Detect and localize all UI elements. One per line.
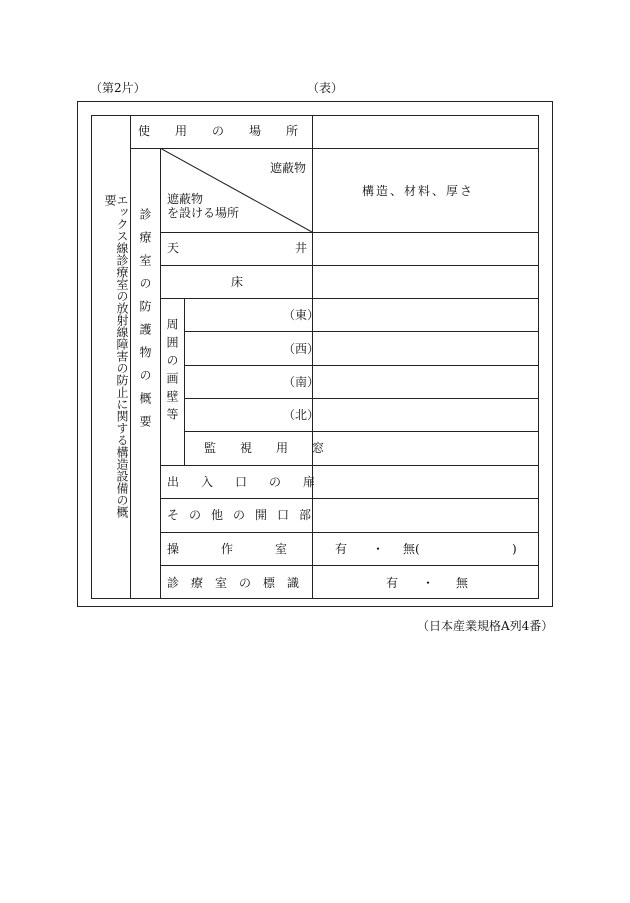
west-wall-label: （西） [283,342,320,356]
place-of-use-field[interactable] [313,116,538,148]
shield-location-label-1: 遮蔽物 [167,192,204,206]
south-wall-label: （南） [283,375,320,389]
grid-line [160,532,539,533]
room-sign-separator: ・ [422,576,435,590]
room-sign-yes[interactable]: 有 [386,576,399,590]
floor-label: 床 [231,275,244,289]
entrance-door-label: 出入口の扉 [167,475,338,489]
control-room-separator: ・ [372,542,385,556]
entrance-door-field[interactable] [313,466,538,498]
north-wall-label: （北） [283,408,320,422]
other-openings-field[interactable] [313,499,538,531]
south-wall-field[interactable] [313,366,538,398]
ceiling-label-left: 天 [167,241,180,255]
east-wall-label: （東） [283,308,320,322]
west-wall-field[interactable] [313,332,538,364]
floor-field[interactable] [313,266,538,298]
room-sign-no[interactable]: 無 [456,576,469,590]
ceiling-label-right: 井 [295,241,308,255]
north-wall-field[interactable] [313,399,538,431]
ceiling-field[interactable] [313,233,538,265]
perimeter-heading: 周囲の画壁等 [165,318,179,426]
monitor-window-field[interactable] [313,432,538,464]
grid-line [184,298,185,465]
structure-header: 構造、材料、厚さ [362,184,475,198]
monitor-window-label: 監視用窓 [204,441,349,455]
place-of-use-label: 使用の場所 [138,124,324,138]
front-side-label: （表） [307,81,344,95]
shield-label: 遮蔽物 [270,161,307,175]
other-openings-label: その他の開口部 [167,508,322,522]
control-room-no[interactable]: 無( [403,542,420,556]
room-sign-label: 診療室の標識 [167,576,312,590]
control-room-yes[interactable]: 有 [335,542,348,556]
grid-line [130,115,131,599]
paper-size-note: （日本産業規格A列4番） [417,619,554,633]
sheet-number: （第2片） [90,81,146,95]
form-main-title: エックス線診療室の放射線障害の防止に関する構造設備の概要 [103,194,129,518]
control-room-label: 操作室 [167,542,330,556]
control-room-paren-close: ) [512,542,517,556]
room-protection-heading: 診療室の防護物の概要 [138,208,152,438]
shield-location-label-2: を設ける場所 [167,206,240,220]
east-wall-field[interactable] [313,299,538,331]
grid-line [160,565,539,566]
